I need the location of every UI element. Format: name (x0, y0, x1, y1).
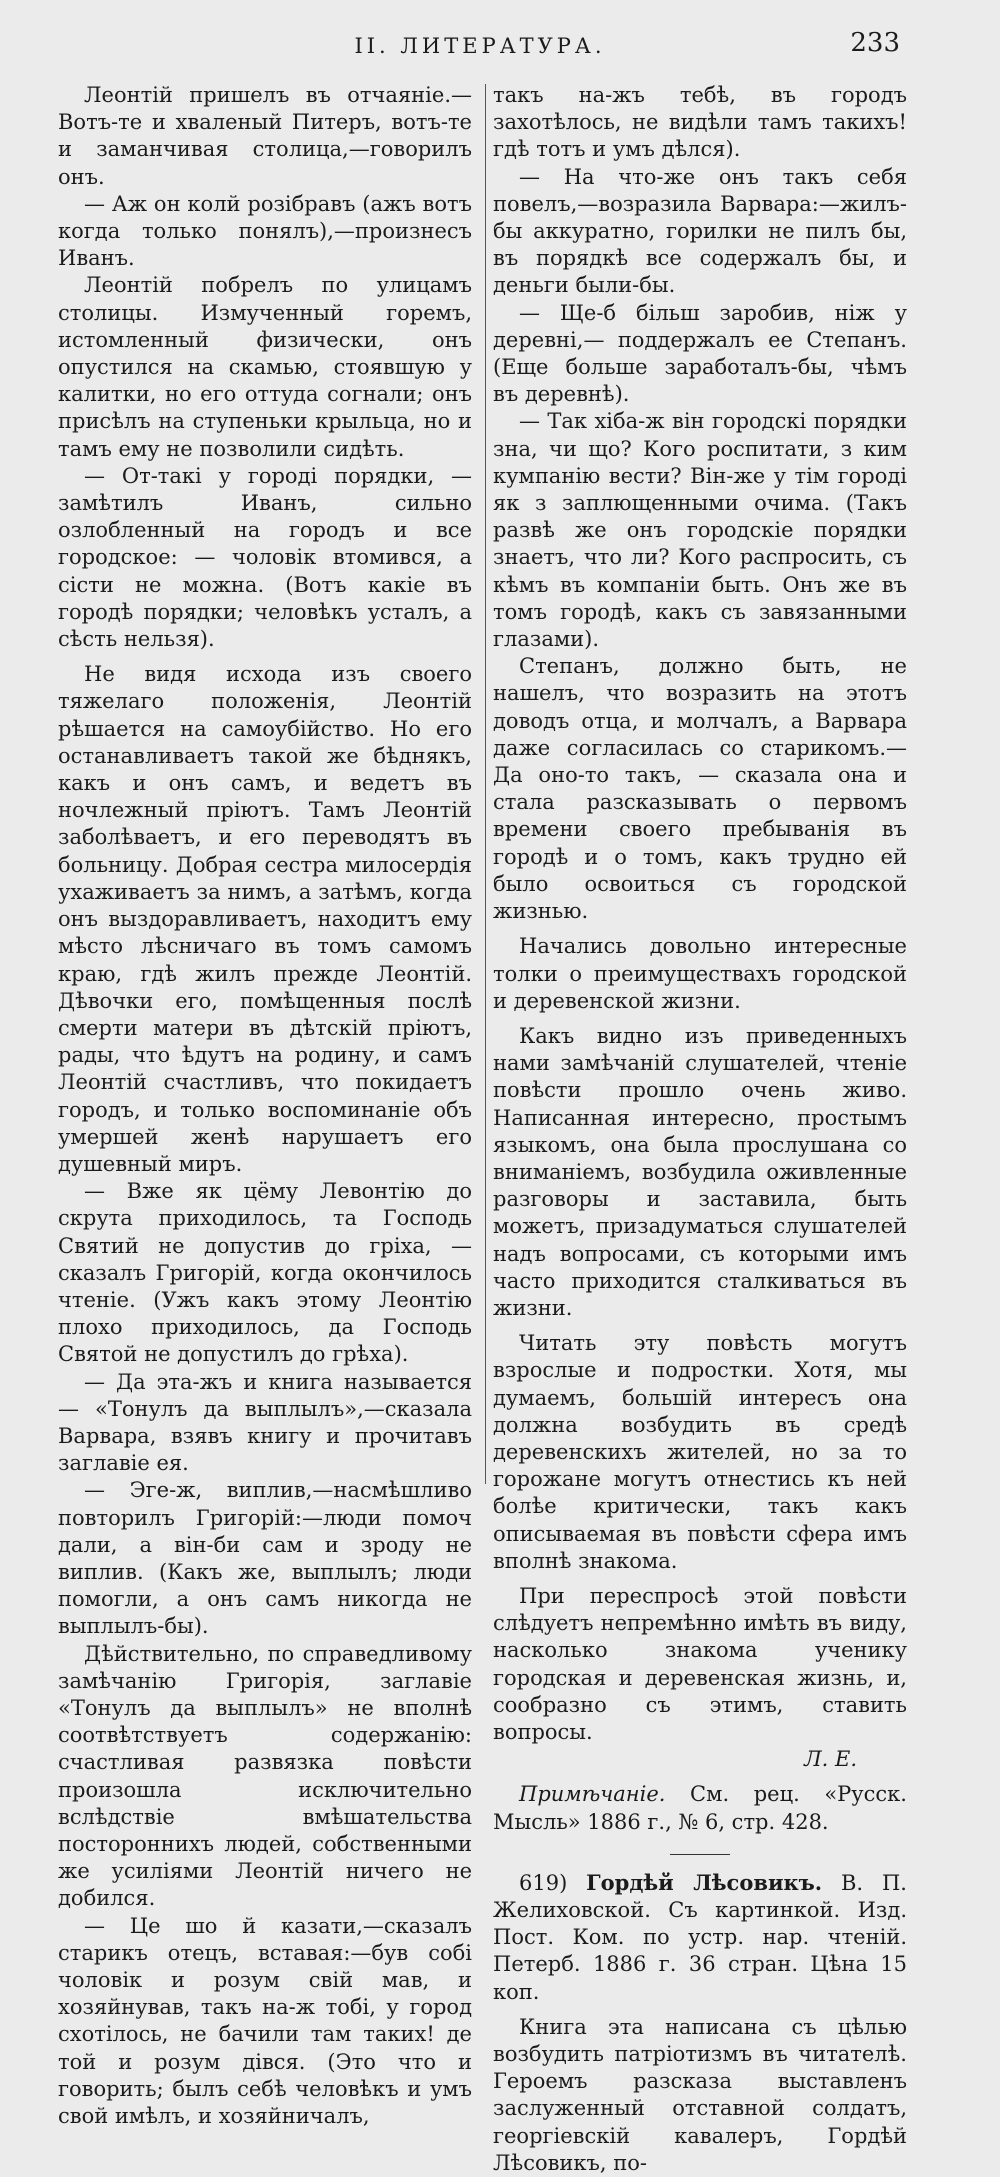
paragraph: Леонтiй пришелъ въ отчаянiе.— Вотъ-те и хваленый Питеръ, вотъ-те и заманчивая столица,—говорилъ онъ. (58, 83, 472, 189)
paragraph: — Це шо й казати,—сказалъ старикъ отецъ, вставая:—був собi чоловiк и розум свiй мав, и хозяйнував, такъ на-ж тобi, у город схотiлось, не бачили там таких! де той и розум дiвся. (Это что и говорить; былъ себѣ человѣкъ и умъ свой имѣлъ, и хозяйничалъ, (58, 1913, 472, 2129)
section-divider (670, 1854, 730, 1855)
entry-number: 619) (519, 1870, 568, 1895)
page-number: 233 (850, 28, 900, 58)
paragraph: При переспросѣ этой повѣсти слѣдуетъ непремѣнно имѣть въ виду, насколько знакома ученику городская и деревенская жизнь, и, сообразно съ этимъ, ставить вопросы. (493, 1583, 907, 1744)
paragraph: Начались довольно интересные толки о преимуществахъ городской и деревенской жизни. (493, 934, 907, 1013)
column-divider (485, 84, 486, 1484)
paragraph: Какъ видно изъ приведенныхъ нами замѣчанiй слушателей, чтенiе повѣсти прошло очень живо. Написанная интересно, простымъ языкомъ, она была прослушана со вниманiемъ, возбудила оживленные разговоры и заставила, быть можетъ, призадуматься слушателей надъ вопросами, съ которыми имъ часто приходится сталкиваться въ жизни. (493, 1023, 907, 1320)
paragraph: — Ще-б бiльш заробив, нiж у деревнi,— поддержалъ ее Степанъ. (Еще больше заработалъ-бы, чѣмъ въ деревнѣ). (493, 300, 907, 407)
paragraph: — На что-же онъ такъ себя повелъ,—возразила Варвара:—жилъ-бы аккуратно, горилки не пилъ бы, въ порядкѣ все содержалъ бы, и деньги были-бы. (493, 164, 907, 298)
left-column (58, 82, 472, 2130)
paragraph: Не видя исхода изъ своего тяжелаго положенiя, Леонтiй рѣшается на самоубiйство. Но его останавливаетъ такой же бѣднякъ, какъ и онъ самъ, и ведетъ въ ночлежный прiютъ. Тамъ Леонтiй заболѣваетъ, и его переводятъ въ больницу. Добрая сестра милосердiя ухаживаетъ за нимъ, а затѣмъ, когда онъ выздоравливаетъ, находитъ ему мѣсто лѣсничаго въ томъ самомъ краю, гдѣ жилъ прежде Леонтiй. Дѣвочки его, помѣщенныя послѣ смерти матери въ дѣтскiй прiютъ, рады, что ѣдутъ на родину, и самъ Леонтiй счастливъ, что покидаетъ городъ, и только воспоминанiе объ умершей женѣ нарушаетъ его душевный миръ. (58, 662, 472, 1176)
paragraph: такъ на-жъ тебѣ, въ городъ захотѣлось, не видѣли тамъ такихъ! гдѣ тотъ и умъ дѣлся). (493, 83, 907, 162)
author-signature: Л. Е. (804, 1747, 857, 1772)
footnote (493, 1781, 907, 1835)
paragraph: Дѣйствительно, по справедливому замѣчанiю Григорiя, заглавiе «Тонулъ да выплылъ» не вполнѣ соотвѣтствуетъ содержанiю: счастливая развязка повѣсти произошла исключительно вслѣдствiе вмѣшательства постороннихъ людей, собственными же усилiями Леонтiй ничего не добился. (58, 1641, 472, 1911)
footnote-text: См. рец. «Русск. Мысль» 1886 г., № 6, стр. 428. (493, 1782, 907, 1834)
entry-heading (493, 1869, 907, 2006)
running-title: II. ЛИТЕРАТУРА. (354, 34, 606, 58)
entry-title: Гордѣй Лѣсовикъ. (586, 1869, 823, 1895)
paragraph: Читать эту повѣсть могутъ взрослые и подростки. Хотя, мы думаемъ, большiй интересъ она должна возбудить въ средѣ деревенскихъ жителей, но за то горожане могутъ отнестись къ ней болѣе критически, такъ какъ описываемая въ повѣсти сфера имъ вполнѣ знакома. (493, 1331, 907, 1573)
paragraph: Степанъ, должно быть, не нашелъ, что возразить на этотъ доводъ отца, и молчалъ, а Варвара даже согласилась со старикомъ.— Да оно-то такъ, — сказала она и стала разсказывать о первомъ времени своего пребыванiя въ городѣ и о томъ, какъ трудно ей было освоиться съ городской жизнью. (493, 654, 907, 924)
paragraph: — Так хiба-ж вiн городскi порядки зна, чи що? Кого роспитати, з ким кумпанiю вести? Вiн-же у тiм городi як з заплющенными очима. (Такъ развѣ же онъ городскiе порядки знаетъ, что ли? Кого распросить, съ кѣмъ въ компанiи быть. Онъ же въ томъ городѣ, какъ съ завязанными глазами). (493, 409, 907, 652)
entry-details: В. П. Желиховской. Съ картинкой. Изд. Пост. Ком. по устр. нар. чтенiй. Петерб. 1886 г. 36 стран. Цѣна 15 коп. (493, 1870, 907, 2004)
footnote-label: Примѣчанiе. (519, 1782, 666, 1807)
paragraph: — Вже як цёму Левонтiю до скрута приходилось, та Господь Святий не допустив до грiха, — сказалъ Григорiй, когда окончилось чтенiе. (Ужъ какъ этому Леонтiю плохо приходилось, да Господь Святой не допустилъ до грѣха). (58, 1179, 472, 1367)
running-header (0, 28, 1000, 68)
right-column (493, 82, 907, 2177)
paragraph: — От-такi у городi порядки, — замѣтилъ Иванъ, сильно озлобленный на городъ и все городское: — чоловiк втомився, а сiсти не можна. (Вотъ какiе въ городѣ порядки; человѣкъ усталъ, а сѣсть нельзя). (58, 463, 472, 652)
paragraph: Леонтiй побрелъ по улицамъ столицы. Измученный горемъ, истомленный физически, онъ опустился на скамью, стоявшую у калитки, но его оттуда согнали; онъ присѣлъ на ступеньки крыльца, но и тамъ ему не позволили сидѣть. (58, 273, 472, 461)
paragraph: Книга эта написана съ цѣлью возбудить патрiотизмъ въ читателѣ. Героемъ разсказа выставленъ заслуженный отставной солдатъ, георгiевскiй кавалеръ, Гордѣй Лѣсовикъ, по- (493, 2014, 907, 2175)
paragraph: — Да эта-жъ и книга называется — «Тонулъ да выплылъ»,—сказала Варвара, взявъ книгу и прочитавъ заглавiе ея. (58, 1369, 472, 1476)
paragraph: — Аж он колй розiбравъ (ажъ вотъ когда только понялъ),—произнесъ Иванъ. (58, 191, 472, 271)
paragraph: — Эге-ж, виплив,—насмѣшливо повторилъ Григорiй:—люди помоч дали, а вiн-би сам и зроду не виплив. (Какъ же, выплылъ; люди помогли, а онъ самъ никогда не выплылъ-бы). (58, 1478, 472, 1639)
